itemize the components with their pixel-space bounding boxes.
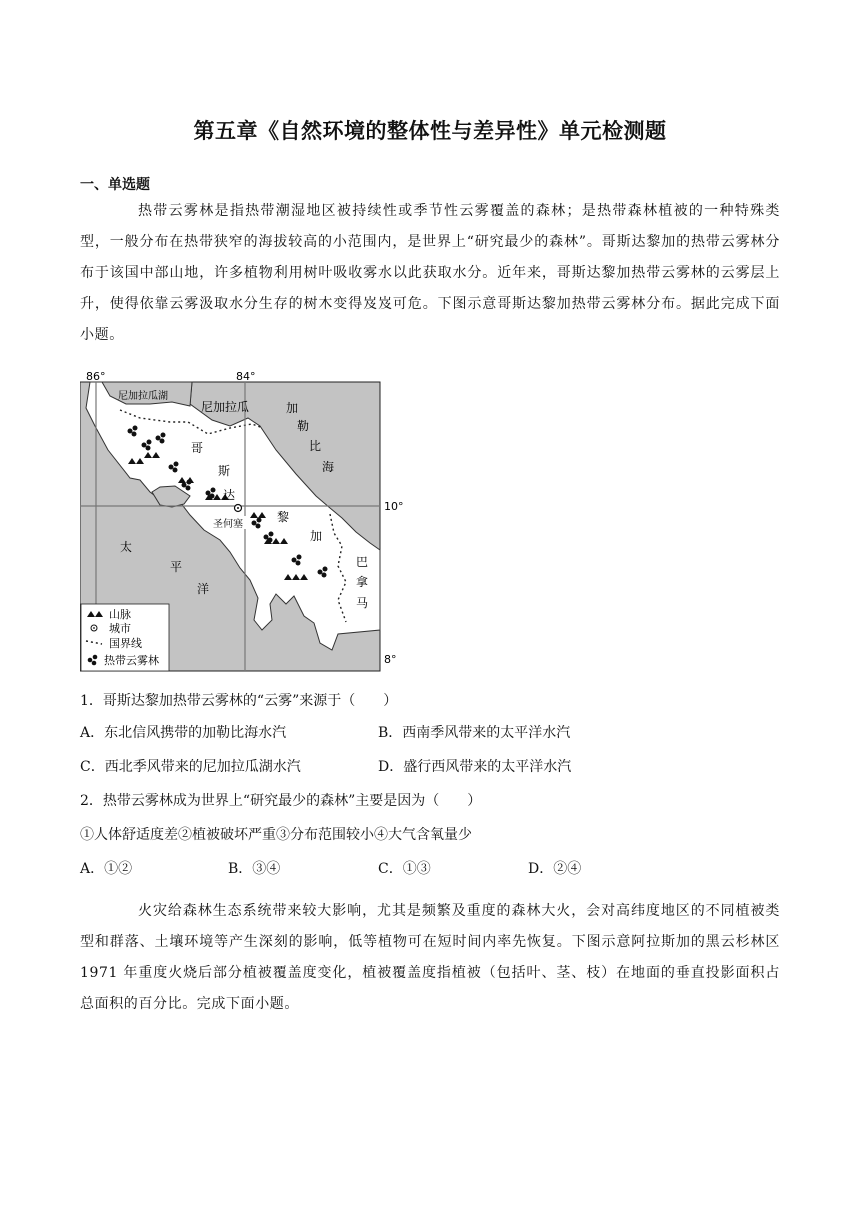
svg-text:山脉: 山脉 <box>109 608 131 621</box>
passage-alaska-fire: 火灾给森林生态系统带来较大影响，尤其是频繁及重度的森林大火，会对高纬度地区的不同植被类型和群落、土壤环境等产生深刻的影响，低等植物可在短时间内率先恢复。下图示意阿拉斯加的黑云杉林区 1971 年重度火烧后部分植被覆盖度变化，植被覆盖度指植被（包括叶、茎、枝）在地面的垂直投影面积占总面积的百分比。完成下面小题。 <box>80 903 780 1012</box>
label-costa-rica-5: 加 <box>310 529 323 543</box>
q1-option-b[interactable]: B．西南季风带来的太平洋水汽 <box>378 725 571 741</box>
label-costa-rica-1: 哥 <box>191 441 204 455</box>
svg-text:国界线: 国界线 <box>109 637 142 650</box>
label-panama-2: 拿 <box>356 575 369 589</box>
lon-label-86: 86° <box>86 370 106 383</box>
q1-option-c[interactable]: C．西北季风带来的尼加拉瓜湖水汽 <box>80 759 301 775</box>
lon-label-84: 84° <box>236 370 256 383</box>
label-pacific-3: 洋 <box>197 582 210 596</box>
svg-text:热带云雾林: 热带云雾林 <box>104 654 159 667</box>
passage-costa-rica: 热带云雾林是指热带潮湿地区被持续性或季节性云雾覆盖的森林；是热带森林植被的一种特殊类型，一般分布在热带狭窄的海拔较高的小范围内，是世界上“研究最少的森林”。哥斯达黎加的热带云雾林分布于该国中部山地，许多植物利用树叶吸收雾水以此获取水分。近年来，哥斯达黎加热带云雾林的云雾层上升，使得依靠云雾汲取水分生存的树木变得岌岌可危。下图示意哥斯达黎加热带云雾林分布。据此完成下面小题。 <box>80 203 780 343</box>
map-legend <box>81 604 169 671</box>
label-capital: 圣何塞 <box>213 519 243 530</box>
q2-option-a[interactable]: A．①② <box>80 861 133 877</box>
lat-label-8: 8° <box>384 653 397 666</box>
label-caribbean-2: 勒 <box>297 419 310 433</box>
label-lake: 尼加拉瓜湖 <box>118 391 168 402</box>
q1-option-a[interactable]: A．东北信风携带的加勒比海水汽 <box>80 725 287 741</box>
q2-option-b[interactable]: B．③④ <box>228 861 281 877</box>
question-1-stem: 1．哥斯达黎加热带云雾林的“云雾”来源于（ ） <box>80 693 398 709</box>
page-title: 第五章《自然环境的整体性与差异性》单元检测题 <box>193 119 667 143</box>
q2-option-c[interactable]: C．①③ <box>378 861 431 877</box>
q1-option-d[interactable]: D．盛行西风带来的太平洋水汽 <box>378 759 572 775</box>
label-costa-rica-2: 斯 <box>218 464 231 478</box>
question-2-statements: ①人体舒适度差②植被破坏严重③分布范围较小④大气含氧量少 <box>80 827 472 843</box>
label-panama-1: 巴 <box>356 555 369 569</box>
costa-rica-cloud-forest-map <box>80 368 420 672</box>
question-2-stem: 2．热带云雾林成为世界上“研究最少的森林”主要是因为（ ） <box>80 793 482 809</box>
q2-option-d[interactable]: D．②④ <box>528 861 582 877</box>
section-heading: 一、单选题 <box>80 177 150 193</box>
svg-text:城市: 城市 <box>109 622 131 635</box>
label-pacific-2: 平 <box>170 560 183 574</box>
label-costa-rica-3: 达 <box>223 488 236 502</box>
label-caribbean-4: 海 <box>322 460 335 474</box>
label-caribbean-1: 加 <box>286 401 299 415</box>
label-nicaragua: 尼加拉瓜 <box>201 400 250 414</box>
label-panama-3: 马 <box>356 596 369 610</box>
label-pacific-1: 太 <box>120 540 133 554</box>
label-caribbean-3: 比 <box>309 439 322 453</box>
lat-label-10: 10° <box>384 500 404 513</box>
label-costa-rica-4: 黎 <box>277 510 290 524</box>
